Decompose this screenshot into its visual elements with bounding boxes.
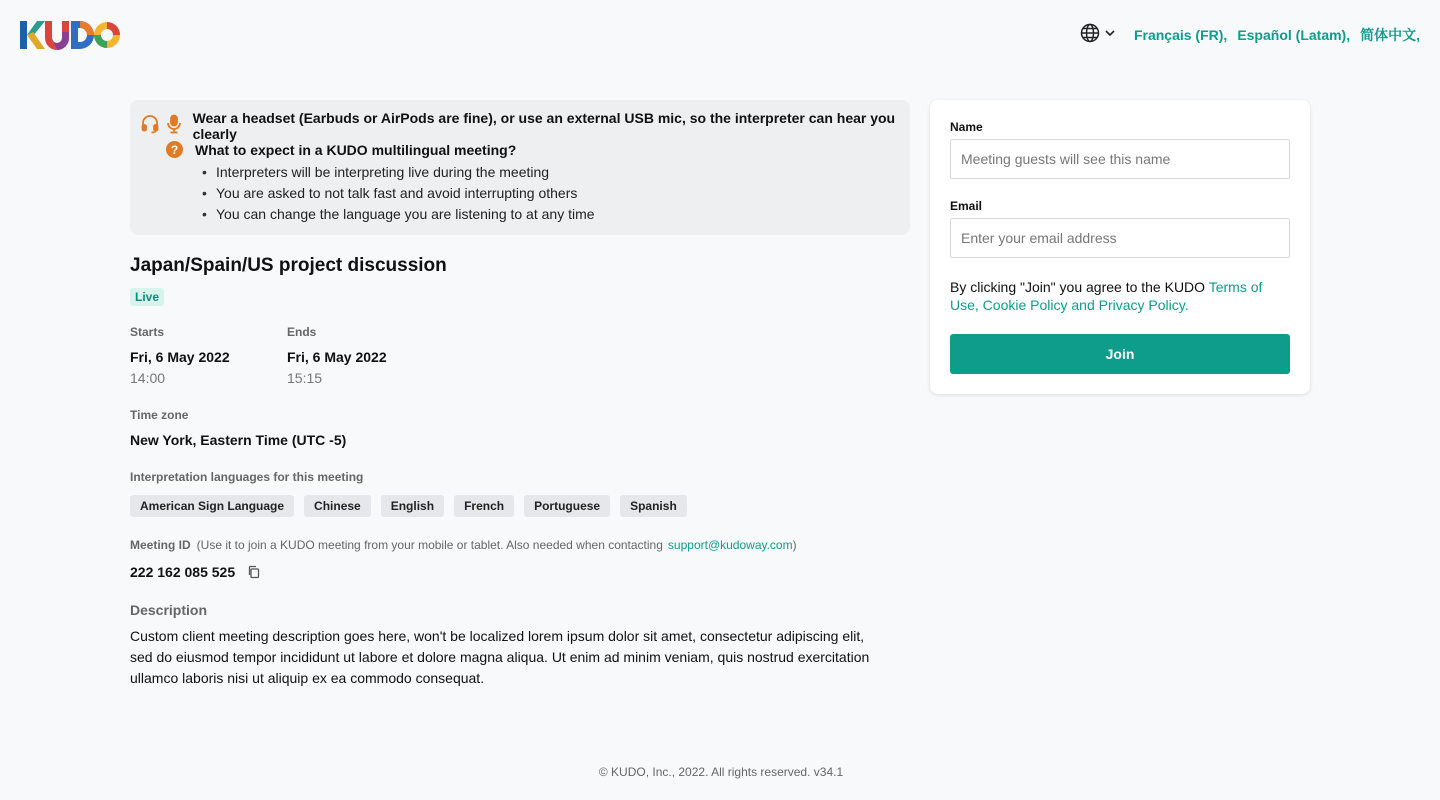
meeting-id-row <box>130 538 797 552</box>
list-item: • You can change the language you are listening to at any time <box>202 204 595 225</box>
meeting-id-value-row <box>130 564 261 580</box>
status-badge: Live <box>130 288 164 306</box>
expect-title: What to expect in a KUDO multilingual meeting? <box>195 141 517 158</box>
question-icon: ? <box>166 141 183 158</box>
lang-link-fr[interactable]: Français (FR), <box>1133 27 1228 43</box>
timezone-label: Time zone <box>130 408 189 422</box>
meeting-title: Japan/Spain/US project discussion <box>130 255 447 276</box>
terms-prefix: By clicking "Join" you agree to the KUDO <box>950 279 1209 295</box>
headset-icon <box>140 114 160 139</box>
lang-link-es[interactable]: Español (Latam), <box>1237 27 1351 43</box>
globe-icon <box>1080 23 1100 48</box>
terms-text <box>950 278 1295 314</box>
name-field[interactable] <box>950 139 1290 179</box>
language-chips <box>130 495 687 517</box>
ends-label: Ends <box>287 325 317 339</box>
language-dropdown[interactable] <box>1080 23 1116 48</box>
lang-link-zh[interactable]: 简体中文, <box>1360 27 1420 43</box>
footer-copyright: © KUDO, Inc., 2022. All rights reserved. v34.1 <box>598 765 844 779</box>
starts-time: 14:00 <box>130 370 166 386</box>
email-label: Email <box>950 199 983 213</box>
headset-tip: Wear a headset (Earbuds or AirPods are fine), or use an external USB mic, so the interpreter can hear you clearly <box>192 110 896 142</box>
microphone-icon <box>166 114 182 139</box>
expect-list <box>202 162 595 225</box>
language-chip: Chinese <box>304 495 371 517</box>
language-chip: Spanish <box>620 495 687 517</box>
join-button[interactable]: Join <box>950 334 1290 374</box>
support-email-link[interactable]: support@kudoway.com <box>667 538 793 552</box>
language-bar <box>1080 24 1420 46</box>
language-chip: English <box>381 495 444 517</box>
starts-date: Fri, 6 May 2022 <box>130 349 230 365</box>
ends-date: Fri, 6 May 2022 <box>287 349 387 365</box>
description-heading: Description <box>130 602 208 618</box>
ends-time: 15:15 <box>287 370 323 386</box>
meeting-id-value: 222 162 085 525 <box>130 564 236 580</box>
meeting-id-note: (Use it to join a KUDO meeting from your mobile or tablet. Also needed when contacting <box>196 538 663 552</box>
join-card <box>930 100 1310 394</box>
description-text: Custom client meeting description goes here, won't be localized lorem ipsum dolor sit amet, consectetur adipiscing elit, sed do eiusmod tempor incididunt ut labore et dolore magna aliqua. Ut enim ad minim veniam, quis nostrud exercitation ullamco laboris nisi ut aliquip ex ea commodo consequat. <box>130 628 870 686</box>
meeting-id-note-close: ) <box>792 538 797 552</box>
kudo-logo[interactable] <box>20 19 120 51</box>
chevron-down-icon <box>1104 26 1116 44</box>
list-item: • Interpreters will be interpreting live during the meeting <box>202 162 595 183</box>
starts-label: Starts <box>130 325 165 339</box>
language-chip: American Sign Language <box>130 495 294 517</box>
email-field[interactable] <box>950 218 1290 258</box>
language-chip: French <box>454 495 514 517</box>
list-item: • You are asked to not talk fast and avoid interrupting others <box>202 183 595 204</box>
meeting-tips-panel <box>130 100 910 235</box>
timezone-value: New York, Eastern Time (UTC -5) <box>130 432 347 448</box>
copy-icon[interactable] <box>247 565 261 579</box>
name-label: Name <box>950 120 983 134</box>
language-chip: Portuguese <box>524 495 610 517</box>
languages-label: Interpretation languages for this meeting <box>130 470 364 484</box>
meeting-id-label: Meeting ID <box>130 538 191 552</box>
terms-link[interactable]: Terms of Use, Cookie Policy and Privacy Policy. <box>950 279 1263 313</box>
